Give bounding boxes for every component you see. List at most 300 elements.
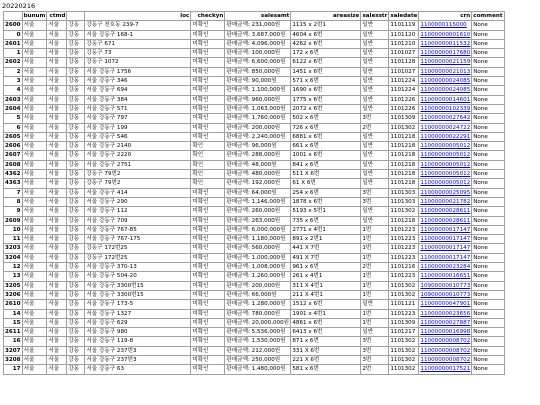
cell-bunum: 서울	[22, 216, 47, 225]
cell-index: 3203	[5, 245, 21, 252]
crn-link[interactable]: 11000000008702	[420, 338, 471, 345]
cell-ctmd: 서울	[47, 170, 67, 179]
crn-link[interactable]: 11000000023656	[420, 310, 471, 317]
cell-district: 강동	[67, 207, 85, 216]
column-header[interactable]: comment	[473, 13, 503, 19]
cell-salesstr: 1번	[361, 253, 389, 262]
cell-bunum: 서울	[22, 49, 47, 58]
cell-salesamt: 판매금액: 200,000원	[225, 281, 291, 290]
cell-district: 강동	[67, 104, 85, 113]
cell-areasize: 961 x 6번	[291, 263, 361, 272]
cell-crn[interactable]	[419, 39, 472, 48]
cell-salesstr: 2번	[361, 123, 389, 132]
cell-salesstr: 1번	[361, 309, 389, 318]
cell-areasize: 4262 x 6번	[291, 39, 361, 48]
cell-salesstr: 일반	[361, 21, 389, 30]
crn-link[interactable]: 11000000047901	[420, 301, 471, 308]
cell-crn[interactable]	[419, 235, 472, 244]
cell-crn[interactable]	[419, 346, 472, 355]
cell-district: 강동	[67, 58, 85, 67]
cell-bunum: 서울	[22, 151, 47, 160]
cell-district: 강동	[67, 77, 85, 86]
cell-comment: None	[472, 86, 504, 95]
cell-loc: 서울 강동구 414	[85, 188, 191, 197]
cell-checkyn: 미확인	[191, 58, 225, 67]
cell-ctmd: 서울	[47, 328, 67, 337]
cell-salesstr: 3번	[361, 188, 389, 197]
cell-crn[interactable]	[419, 114, 472, 123]
cell-comment: None	[472, 179, 504, 188]
cell-comment: None	[472, 151, 504, 160]
crn-link[interactable]: 11000000028611	[420, 217, 471, 224]
crn-link[interactable]: 11000000005012	[420, 152, 471, 159]
cell-salesamt: 판매금액: 1,530,000원	[225, 337, 291, 346]
cell-district: 강동	[67, 244, 85, 253]
table-row	[4, 272, 505, 281]
crn-link[interactable]: 11000000102339	[420, 105, 471, 112]
cell-comment: None	[472, 170, 504, 179]
cell-checkyn: 미확인	[191, 49, 225, 58]
cell-bunum: 서울	[22, 263, 47, 272]
cell-comment: None	[472, 142, 504, 151]
cell-salesamt: 판매금액: 960,000원	[225, 95, 291, 104]
cell-district: 강동	[67, 300, 85, 309]
table-row	[4, 123, 505, 132]
cell-bunum: 서울	[22, 21, 47, 30]
cell-saledate: 1101218	[389, 132, 419, 141]
cell-checkyn: 미확인	[191, 235, 225, 244]
cell-areasize: 311 X 4번1	[291, 281, 361, 290]
cell-loc: 서울 강동구 112	[85, 207, 191, 216]
cell-saledate: 1101218	[389, 142, 419, 151]
cell-comment: None	[472, 77, 504, 86]
cell-crn[interactable]	[419, 49, 472, 58]
cell-district: 강동	[67, 253, 85, 262]
cell-areasize: 331 X 6번	[291, 346, 361, 355]
cell-index: 7	[4, 188, 23, 197]
cell-bunum: 서울	[22, 179, 47, 188]
cell-comment: None	[472, 67, 504, 76]
cell-checkyn: 미확인	[191, 39, 225, 48]
cell-crn[interactable]	[419, 21, 472, 30]
cell-salesstr: 일반	[361, 104, 389, 113]
cell-crn[interactable]	[419, 58, 472, 67]
cell-loc: 서울 강동구 1756	[85, 67, 191, 76]
cell-saledate: 1101218	[389, 179, 419, 188]
crn-link[interactable]: 11000000016998	[420, 329, 471, 336]
cell-salesamt: 판매금액: 250,000원	[225, 355, 291, 364]
cell-index: 3207	[5, 347, 21, 354]
cell-bunum: 서울	[22, 58, 47, 67]
cell-crn[interactable]	[419, 272, 472, 281]
cell-ctmd: 서울	[47, 263, 67, 272]
cell-checkyn: 확인	[191, 179, 225, 188]
cell-district: 강동	[67, 365, 85, 374]
column-header[interactable]: ctmd	[47, 12, 67, 21]
cell-areasize: 221 X 6번	[291, 355, 361, 364]
cell-bunum: 서울	[22, 197, 47, 206]
cell-district: 강동	[67, 337, 85, 346]
cell-salesstr: 1번	[361, 281, 389, 290]
cell-crn[interactable]	[419, 170, 472, 179]
crn-link[interactable]: 11000000027887	[420, 319, 471, 326]
cell-salesstr: 일반	[361, 77, 389, 86]
cell-areasize: 491 X 7번	[291, 253, 361, 262]
column-header[interactable]	[67, 12, 85, 21]
cell-comment: None	[472, 309, 504, 318]
cell-salesamt: 판매금액: 850,000원	[225, 67, 291, 76]
crn-link[interactable]: 11000000005012	[420, 161, 471, 168]
table-row	[4, 244, 505, 253]
cell-salesstr: 일반	[361, 86, 389, 95]
cell-ctmd: 서울	[47, 123, 67, 132]
cell-district: 강동	[67, 179, 85, 188]
data-table	[3, 11, 505, 375]
cell-bunum: 서울	[22, 365, 47, 374]
cell-salesstr: 일반	[361, 30, 389, 39]
table-row	[4, 188, 505, 197]
cell-checkyn: 미확인	[191, 188, 225, 197]
cell-areasize: 1690 x 6번	[291, 86, 361, 95]
cell-district: 강동	[67, 142, 85, 151]
cell-areasize: 172 x 6번	[291, 49, 361, 58]
cell-salesamt: 판매금액: 1,180,000원	[225, 235, 291, 244]
cell-district: 강동	[67, 197, 85, 206]
cell-bunum: 서울	[22, 272, 47, 281]
page-date: 20220216	[2, 2, 36, 10]
cell-checkyn: 미확인	[191, 346, 225, 355]
table-row	[4, 58, 505, 67]
cell-crn[interactable]	[419, 179, 472, 188]
crn-link[interactable]: 11000000022291	[420, 133, 471, 140]
column-header[interactable]: saledate	[390, 13, 418, 19]
cell-salesstr: 일반	[361, 179, 389, 188]
crn-link[interactable]: 11000000001610	[420, 31, 471, 38]
cell-ctmd: 서울	[47, 235, 67, 244]
crn-link[interactable]: 10900000010773	[420, 291, 471, 298]
cell-index: 8	[4, 197, 23, 206]
crn-link[interactable]: 11000000017147	[420, 226, 471, 233]
cell-salesamt: 판매금액: 1,000,000원	[225, 253, 291, 262]
cell-ctmd: 서울	[47, 346, 67, 355]
crn-link[interactable]: 11000000017147	[420, 254, 471, 261]
cell-comment: None	[472, 49, 504, 58]
cell-ctmd: 서울	[47, 365, 67, 374]
cell-areasize: 261 x 4번1	[291, 272, 361, 281]
table-row	[4, 160, 505, 169]
cell-district: 강동	[67, 39, 85, 48]
cell-salesamt: 판매금액: 66,000원	[225, 290, 291, 299]
cell-index: 2605	[5, 133, 21, 140]
cell-salesstr: 3번	[361, 337, 389, 346]
table-row	[4, 30, 505, 39]
cell-crn[interactable]	[419, 328, 472, 337]
cell-comment: None	[472, 30, 504, 39]
cell-areasize: 1775 x 6번	[291, 95, 361, 104]
cell-bunum: 서울	[22, 346, 47, 355]
cell-index: 2	[4, 67, 23, 76]
crn-link[interactable]: 11000000008702	[420, 347, 471, 354]
cell-saledate: 1101223	[389, 244, 419, 253]
column-header[interactable]: salesamt	[225, 12, 291, 21]
cell-district: 강동	[67, 21, 85, 30]
cell-comment: None	[472, 207, 504, 216]
cell-crn[interactable]	[419, 281, 472, 290]
cell-index: 2600	[5, 22, 21, 29]
crn-link[interactable]: 11000000016651	[420, 273, 471, 280]
crn-link[interactable]: 11000000028611	[420, 208, 471, 215]
cell-index: 3205	[5, 282, 21, 289]
crn-link[interactable]: 11000000011532	[420, 40, 471, 47]
cell-crn[interactable]	[419, 142, 472, 151]
cell-checkyn: 미확인	[191, 95, 225, 104]
table-row	[4, 49, 505, 58]
table-row	[4, 170, 505, 179]
cell-loc: 강동구 79번2	[85, 179, 191, 188]
cell-index: 14	[4, 309, 23, 318]
cell-ctmd: 서울	[47, 253, 67, 262]
cell-index: 3	[4, 77, 23, 86]
cell-ctmd: 서울	[47, 244, 67, 253]
crn-link[interactable]: 11000000017680	[420, 50, 471, 57]
cell-crn[interactable]	[419, 77, 472, 86]
cell-bunum: 서울	[22, 123, 47, 132]
crn-link[interactable]: 11000000014601	[420, 96, 471, 103]
crn-link[interactable]: 11000000025095	[420, 189, 471, 196]
cell-checkyn: 미확인	[191, 244, 225, 253]
cell-ctmd: 서울	[47, 142, 67, 151]
cell-bunum: 서울	[22, 86, 47, 95]
cell-ctmd: 서울	[47, 207, 67, 216]
table-row	[4, 151, 505, 160]
table-body	[4, 21, 505, 374]
cell-saledate: 1101210	[389, 39, 419, 48]
cell-bunum: 서울	[22, 132, 47, 141]
column-header[interactable]: crn	[419, 12, 472, 21]
cell-loc: 서울 강동구 3300번15	[85, 281, 191, 290]
cell-crn[interactable]	[419, 67, 472, 76]
cell-saledate: 1101224	[389, 77, 419, 86]
cell-bunum: 서울	[22, 142, 47, 151]
cell-crn[interactable]	[419, 263, 472, 272]
crn-link[interactable]: 11000000024085	[420, 87, 471, 94]
column-header[interactable]: areasize	[291, 12, 361, 21]
cell-crn[interactable]	[419, 132, 472, 141]
cell-crn[interactable]	[419, 95, 472, 104]
cell-ctmd: 서울	[47, 151, 67, 160]
cell-ctmd: 서울	[47, 21, 67, 30]
cell-saledate: 1101303	[389, 197, 419, 206]
cell-crn[interactable]	[419, 30, 472, 39]
cell-comment: None	[472, 365, 504, 374]
crn-link[interactable]: 1100000115000	[420, 22, 467, 29]
cell-saledate: 1101128	[389, 58, 419, 67]
cell-salesstr: 일반	[361, 132, 389, 141]
cell-crn[interactable]	[419, 355, 472, 364]
crn-link[interactable]: 11000000005012	[420, 180, 471, 187]
cell-loc: 서울 강동구 767-85	[85, 225, 191, 234]
crn-link[interactable]: 11000000024085	[420, 78, 471, 85]
cell-crn[interactable]	[419, 216, 472, 225]
cell-saledate: 1101302	[389, 346, 419, 355]
cell-index: 9	[4, 207, 23, 216]
table-row	[4, 346, 505, 355]
cell-salesamt: 판매금액: 5,536,000원	[225, 328, 291, 337]
cell-ctmd: 서울	[47, 86, 67, 95]
cell-crn[interactable]	[419, 300, 472, 309]
cell-crn[interactable]	[419, 244, 472, 253]
crn-link[interactable]: 11000000008702	[420, 356, 471, 363]
cell-saledate: 1101224	[389, 86, 419, 95]
cell-bunum: 서울	[22, 104, 47, 113]
cell-saledate: 1101218	[389, 160, 419, 169]
cell-checkyn: 미확인	[191, 132, 225, 141]
cell-crn[interactable]	[419, 151, 472, 160]
cell-ctmd: 서울	[47, 197, 67, 206]
cell-crn[interactable]	[419, 160, 472, 169]
cell-comment: None	[472, 21, 504, 30]
crn-link[interactable]: 10900000010773	[420, 282, 471, 289]
cell-comment: None	[472, 132, 504, 141]
cell-crn[interactable]	[419, 86, 472, 95]
column-header[interactable]: salesstr	[362, 13, 388, 19]
cell-salesstr: 일반	[361, 58, 389, 67]
cell-crn[interactable]	[419, 309, 472, 318]
cell-salesamt: 판매금액: 1,480,000원	[225, 365, 291, 374]
cell-salesamt: 판매금액: 200,000원	[225, 123, 291, 132]
cell-checkyn: 미확인	[191, 300, 225, 309]
cell-salesamt: 판매금액: 1,008,000원	[225, 263, 291, 272]
cell-index: 2603	[5, 96, 21, 103]
cell-index: 2602	[5, 59, 21, 66]
cell-saledate: 1101309	[389, 318, 419, 327]
cell-district: 강동	[67, 281, 85, 290]
cell-saledate: 1101218	[389, 216, 419, 225]
cell-saledate: 1101223	[389, 253, 419, 262]
cell-saledate: 1101302	[389, 207, 419, 216]
cell-saledate: 1101302	[389, 355, 419, 364]
table-row	[4, 39, 505, 48]
cell-loc: 서울 강동구 199	[85, 123, 191, 132]
cell-salesstr: 2번	[361, 365, 389, 374]
cell-saledate: 1101302	[389, 365, 419, 374]
crn-link[interactable]: 11000000005012	[420, 171, 471, 178]
crn-link[interactable]: 11000000021159	[420, 59, 471, 66]
crn-link[interactable]: 11000000021782	[420, 198, 471, 205]
cell-index: 1	[4, 49, 23, 58]
cell-comment: None	[472, 253, 504, 262]
cell-crn[interactable]	[419, 365, 472, 374]
cell-ctmd: 서울	[47, 309, 67, 318]
cell-district: 강동	[67, 272, 85, 281]
column-header[interactable]: loc	[85, 12, 191, 21]
cell-saledate: 1101302	[389, 123, 419, 132]
cell-loc: 서울 강동구 709	[85, 216, 191, 225]
cell-district: 강동	[67, 67, 85, 76]
cell-comment: None	[472, 318, 504, 327]
cell-index: 6	[4, 123, 23, 132]
cell-areasize: 6413 x 6번	[291, 328, 361, 337]
cell-ctmd: 서울	[47, 95, 67, 104]
cell-loc: 서울 강동구 629	[85, 318, 191, 327]
cell-crn[interactable]	[419, 290, 472, 299]
cell-checkyn: 미확인	[191, 355, 225, 364]
cell-areasize: 1512 x 6번	[291, 300, 361, 309]
cell-areasize: 571 x 6번	[291, 77, 361, 86]
cell-ctmd: 서울	[47, 318, 67, 327]
cell-areasize: 1878 x 6번	[291, 197, 361, 206]
cell-comment: None	[472, 300, 504, 309]
cell-ctmd: 서울	[47, 281, 67, 290]
cell-index: 4363	[5, 180, 21, 187]
cell-salesamt: 판매금액: 1,260,000원	[225, 272, 291, 281]
cell-areasize: 254 x 6번	[291, 188, 361, 197]
table-row	[4, 309, 505, 318]
cell-bunum: 서울	[22, 114, 47, 123]
cell-index: 11	[4, 235, 23, 244]
cell-ctmd: 서울	[47, 179, 67, 188]
crn-link[interactable]: 11000000027642	[420, 115, 471, 122]
table-row	[4, 355, 505, 364]
crn-link[interactable]: 11000000024722	[420, 124, 471, 131]
cell-comment: None	[472, 188, 504, 197]
cell-areasize: 502 x 6번	[291, 114, 361, 123]
cell-crn[interactable]	[419, 207, 472, 216]
cell-crn[interactable]	[419, 123, 472, 132]
cell-crn[interactable]	[419, 188, 472, 197]
cell-comment: None	[472, 355, 504, 364]
cell-areasize: 891 x 2번1	[291, 235, 361, 244]
cell-comment: None	[472, 328, 504, 337]
cell-checkyn: 미확인	[191, 365, 225, 374]
crn-link[interactable]: 11000000021013	[420, 68, 471, 75]
cell-checkyn: 확인	[191, 151, 225, 160]
column-header[interactable]: checkyn	[191, 12, 225, 21]
cell-salesstr: 일반	[361, 216, 389, 225]
cell-loc: 서울 강동구 370-13	[85, 263, 191, 272]
column-header[interactable]: bunum	[23, 13, 46, 19]
cell-saledate: 1101223	[389, 272, 419, 281]
cell-crn[interactable]	[419, 197, 472, 206]
cell-crn[interactable]	[419, 225, 472, 234]
cell-crn[interactable]	[419, 104, 472, 113]
cell-comment: None	[472, 123, 504, 132]
crn-link[interactable]: 11000000023284	[420, 264, 471, 271]
crn-link[interactable]: 11000000005012	[420, 143, 471, 150]
cell-comment: None	[472, 346, 504, 355]
cell-index: 3204	[5, 254, 21, 261]
cell-crn[interactable]	[419, 337, 472, 346]
cell-saledate: 1101119	[389, 21, 419, 30]
cell-index: 2604	[5, 105, 21, 112]
crn-link[interactable]: 11000000017521	[420, 366, 471, 373]
cell-crn[interactable]	[419, 253, 472, 262]
cell-checkyn: 미확인	[191, 290, 225, 299]
crn-link[interactable]: 11000000017147	[420, 236, 471, 243]
cell-bunum: 서울	[22, 300, 47, 309]
cell-bunum: 서울	[22, 309, 47, 318]
cell-crn[interactable]	[419, 318, 472, 327]
column-header[interactable]	[4, 12, 23, 21]
cell-areasize: 4861 x 6번	[291, 318, 361, 327]
cell-checkyn: 미확인	[191, 123, 225, 132]
cell-saledate: 1101218	[389, 151, 419, 160]
table-row	[4, 300, 505, 309]
cell-checkyn: 확인	[191, 170, 225, 179]
table-row	[4, 253, 505, 262]
crn-link[interactable]: 11000000017147	[420, 245, 471, 252]
cell-saledate: 1101217	[389, 328, 419, 337]
